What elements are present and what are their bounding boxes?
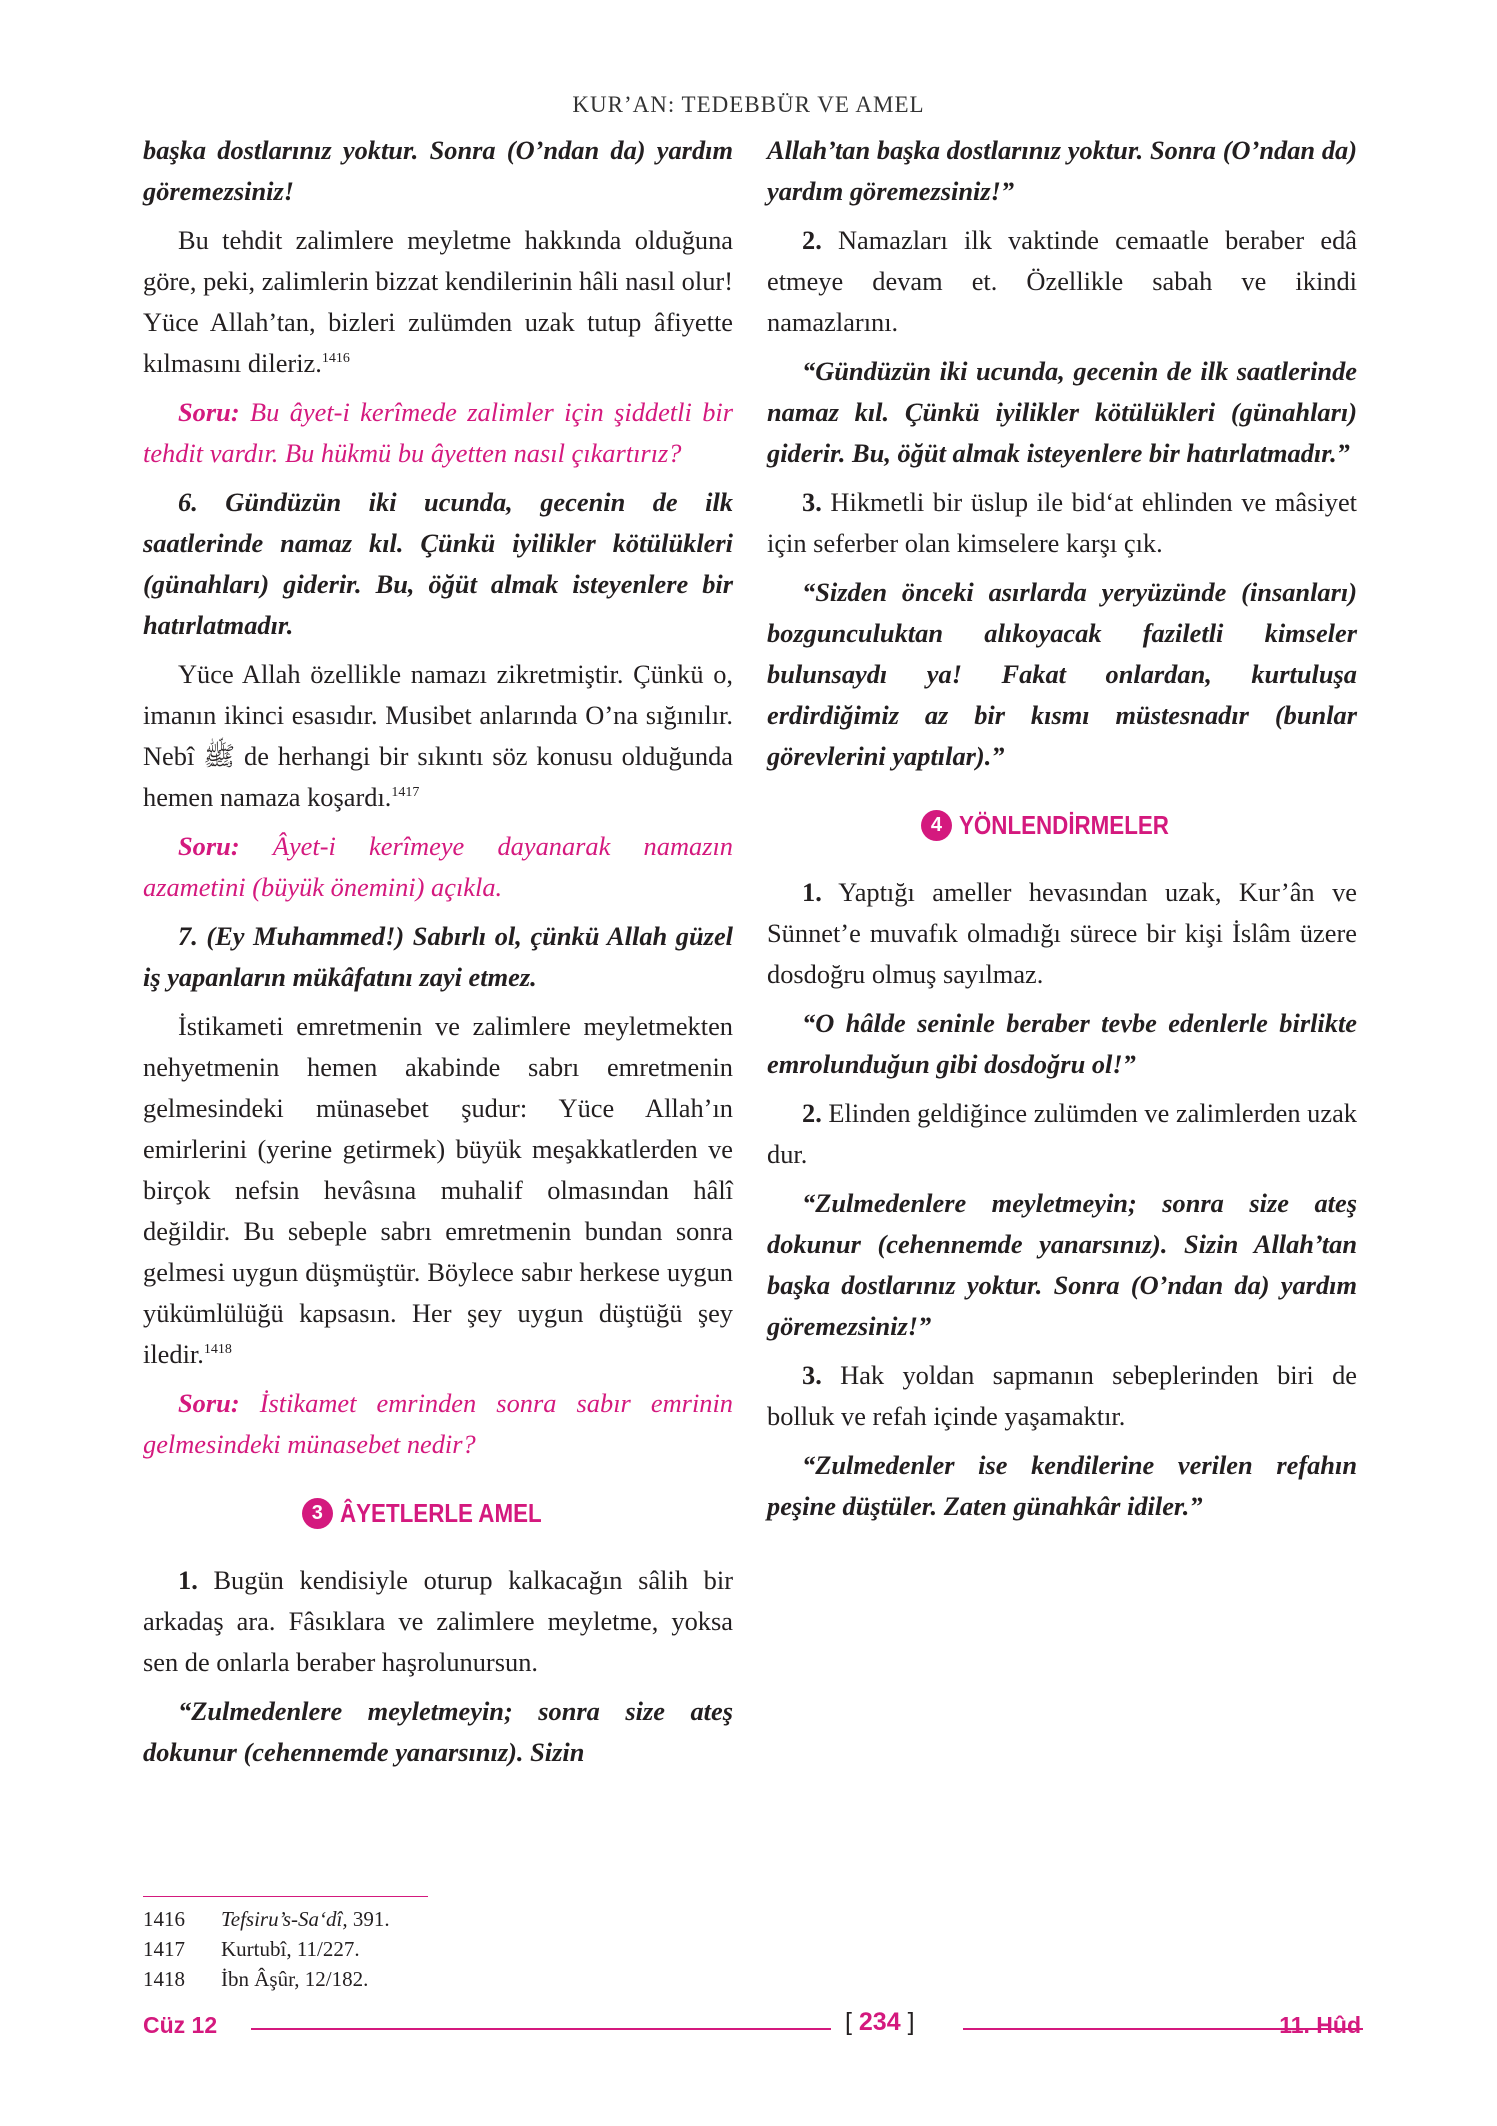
- footnote-number: 1418: [143, 1967, 185, 1991]
- question-paragraph: [143, 392, 733, 474]
- footnote-text: 391.: [347, 1907, 390, 1931]
- verse-quote: “Gündüzün iki ucunda, gecenin de ilk saatlerinde namaz kıl. Çünkü iyilikler kötülükleri (günahları) giderir. Bu, öğüt almak isteyenlere bir hatırlatmadır.”: [767, 356, 1357, 468]
- item-text: Hak yoldan sapmanın sebeplerinden biri de bolluk ve refah içinde yaşamaktır.: [767, 1360, 1357, 1431]
- footer-juz: Cüz 12: [143, 2012, 218, 2038]
- section-number-badge: 4: [921, 810, 952, 841]
- guidance-item: [767, 872, 1357, 995]
- question-text: İstikamet emrinden sonra sabır emrinin gelmesindeki münasebet nedir?: [143, 1388, 733, 1459]
- question-paragraph: [143, 1383, 733, 1465]
- question-paragraph: [143, 826, 733, 908]
- action-item: [767, 220, 1357, 343]
- paragraph-text: Yüce Allah özellikle namazı zikretmiştir. Çünkü o, imanın ikinci esasıdır. Musibet anlarında O’na sığınılır. Nebî: [143, 659, 733, 771]
- footer-rule-left: [251, 2028, 831, 2030]
- item-text: Hikmetli bir üslup ile bid‘at ehlinden ve mâsiyet için seferber olan kimselere karşı çık.: [767, 487, 1357, 558]
- commentary-paragraph: [143, 1006, 733, 1375]
- item-number: 1.: [802, 877, 822, 907]
- footnote-source-title: Tefsiru’s-Sa‘dî,: [221, 1907, 348, 1931]
- footnote-ref: 1418: [203, 1342, 232, 1358]
- verse-quote: “Zulmedenlere meyletmeyin; sonra size ateş dokunur (cehennemde yanarsınız). Sizin Allah’tan başka dostlarınız yoktur. Sonra (O’ndan da) yardım göremezsiniz!”: [767, 1188, 1357, 1341]
- item-text: Elinden geldiğince zulümden ve zalimlerden uzak dur.: [767, 1098, 1357, 1169]
- item-text: Bugün kendisiyle oturup kalkacağın sâlih bir arkadaş ara. Fâsıklara ve zalimlere meyletme, yoksa sen de onlarla beraber haşrolunursun.: [143, 1565, 733, 1677]
- footnote: [143, 1904, 643, 1934]
- verse-quote: “Zulmedenler ise kendilerine verilen refahın peşine düştüler. Zaten günahkâr idiler.”: [767, 1450, 1357, 1521]
- section-heading-4: [767, 805, 1357, 846]
- section-heading-3: [143, 1493, 733, 1534]
- section-number-badge: 3: [302, 1498, 333, 1529]
- item-text: Yaptığı ameller hevasından uzak, Kur’ân ve Sünnet’e muvafık olmadığı sürece bir kişi İslâm üzere dosdoğru olmuş sayılmaz.: [767, 877, 1357, 989]
- paragraph-text: Bu tehdit zalimlere meyletme hakkında olduğuna göre, peki, zalimlerin bizzat kendilerinin hâli nasıl olur! Yüce Allah’tan, bizleri zulümden uzak tutup âfiyette kılmasını dileriz.: [143, 225, 733, 378]
- footnote-text: Kurtubî, 11/227.: [221, 1937, 360, 1961]
- left-column: [143, 130, 733, 1781]
- footnote-ref: 1417: [391, 785, 420, 801]
- verse-quote: “O hâlde seninle beraber tevbe edenlerle birlikte emrolunduğun gibi dosdoğru ol!”: [767, 1008, 1357, 1079]
- item-number: 2.: [802, 1098, 822, 1128]
- action-item: [143, 1560, 733, 1683]
- footer-surah: 11. Hûd: [1279, 2012, 1361, 2038]
- footnote: [143, 1964, 643, 1994]
- action-item: [767, 482, 1357, 564]
- footnote-number: 1417: [143, 1937, 185, 1961]
- footnote-text: İbn Âşûr, 12/182.: [221, 1967, 369, 1991]
- guidance-item: [767, 1355, 1357, 1437]
- item-number: 3.: [802, 487, 822, 517]
- footnote-separator: [143, 1896, 428, 1897]
- verse-7: 7. (Ey Muhammed!) Sabırlı ol, çünkü Allah güzel iş yapanların mükâfatını zayi etmez.: [143, 921, 733, 992]
- question-label: Soru:: [178, 397, 240, 427]
- verse-6: 6. Gündüzün iki ucunda, gecenin de ilk saatlerinde namaz kıl. Çünkü iyilikler kötülükleri (günahları) giderir. Bu, öğüt almak isteyenlere bir hatırlatmadır.: [143, 487, 733, 640]
- question-text: Âyet-i kerîmeye dayanarak namazın azametini (büyük önemini) açıkla.: [143, 831, 733, 902]
- section-title: ÂYETLERLE AMEL: [339, 1498, 542, 1528]
- paragraph-text: de herhangi bir sıkıntı söz konusu olduğunda hemen namaza koşardı.: [143, 741, 733, 812]
- paragraph-text: İstikameti emretmenin ve zalimlere meyletmekten nehyetmenin hemen akabinde sabrı emretmenin gelmesindeki münasebet şudur: Yüce Allah’ın emirlerini (yerine getirmek) büyük meşakkatlerden ve birçok nefsin hevâsına muhalif olmasından hâlî değildir. Bu sebeple sabrı emretmenin bundan sonra gelmesi uygun düşmüştür. Böylece sabır herkese uygun yükümlülüğü kapsasın. Her şey uygun düştüğü şey iledir.: [143, 1011, 733, 1369]
- commentary-paragraph: [143, 654, 733, 818]
- item-number: 2.: [802, 225, 822, 255]
- footnote-number: 1416: [143, 1907, 185, 1931]
- running-header: KUR’AN: TEDEBBÜR VE AMEL: [572, 92, 925, 117]
- item-text: Namazları ilk vaktinde cemaatle beraber edâ etmeye devam et. Özellikle sabah ve ikindi namazlarını.: [767, 225, 1357, 337]
- page-footer: [143, 2008, 1361, 2046]
- verse-continuation: başka dostlarınız yoktur. Sonra (O’ndan da) yardım göremezsiniz!: [143, 135, 733, 206]
- item-number: 1.: [178, 1565, 198, 1595]
- question-text: Bu âyet-i kerîmede zalimler için şiddetli bir tehdit vardır. Bu hükmü bu âyetten nasıl çıkartırız?: [143, 397, 733, 468]
- verse-quote-continuation: Allah’tan başka dostlarınız yoktur. Sonra (O’ndan da) yardım göremezsiniz!”: [767, 135, 1357, 206]
- verse-quote: “Sizden önceki asırlarda yeryüzünde (insanları) bozgunculuktan alıkoyacak faziletli kimseler bulunsaydı ya! Fakat onlardan, kurtuluşa erdirdiğimiz az bir kısmı müstesnadır (bunlar görevlerini yaptılar).”: [767, 577, 1357, 771]
- guidance-item: [767, 1093, 1357, 1175]
- footnote: [143, 1934, 643, 1964]
- right-column: [767, 130, 1357, 1535]
- page-number: [ 234 ]: [845, 2008, 915, 2036]
- salawat-glyph: ﷺ: [203, 741, 236, 771]
- footnotes: [143, 1904, 643, 1994]
- footnote-ref: 1416: [321, 351, 350, 367]
- question-label: Soru:: [178, 1388, 240, 1418]
- question-label: Soru:: [178, 831, 240, 861]
- verse-quote: “Zulmedenlere meyletmeyin; sonra size ateş dokunur (cehennemde yanarsınız). Sizin: [143, 1696, 733, 1767]
- page-number-value: 234: [858, 2008, 901, 2036]
- commentary-paragraph: [143, 220, 733, 384]
- item-number: 3.: [802, 1360, 822, 1390]
- section-title: YÖNLENDİRMELER: [958, 810, 1169, 840]
